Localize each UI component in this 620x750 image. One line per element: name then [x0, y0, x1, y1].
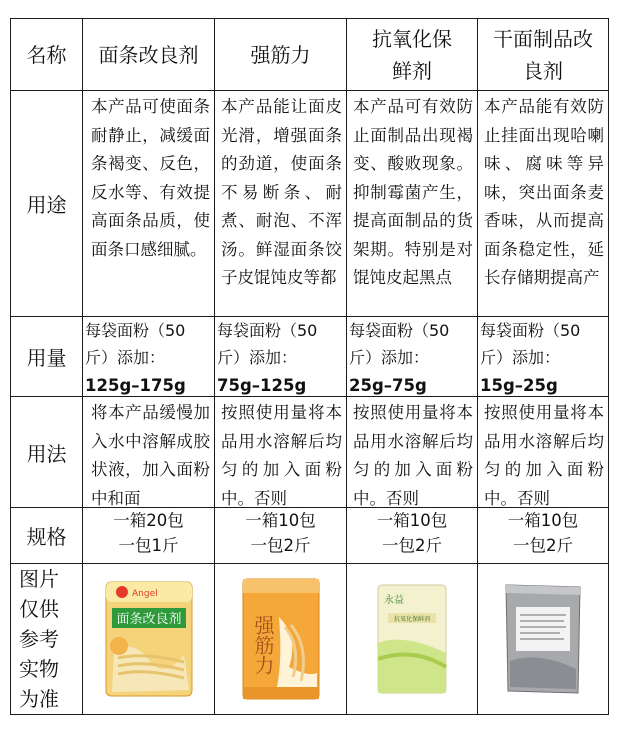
header-name-cell: 名称 [11, 19, 83, 91]
method-cell-2: 按照使用量将本品用水溶解后均匀的加入面粉中。否则 [215, 397, 347, 508]
dosage-amount: 25g–75g [349, 376, 427, 395]
spec-cell-1: 一箱20包 一包1斤 [83, 508, 215, 564]
method-cell-1: 将本产品缓慢加入水中溶解成胶状液，加入面粉中和面 [83, 397, 215, 508]
noodle-improver-package-photo [104, 580, 194, 698]
method-row [11, 397, 609, 508]
dosage-row [11, 317, 609, 397]
photo-cell-3 [347, 564, 478, 715]
use-cell-3: 本产品可有效防止面制品出现褐变、酸败现象。抑制霉菌产生，提高面制品的货架期。特别是对馄饨皮起黑点 [347, 91, 478, 317]
gluten-strengthener-package-photo [239, 577, 323, 701]
dosage-prefix: 每袋面粉（50斤）添加： [480, 321, 581, 367]
dry-noodle-improver-foil-bag-photo [498, 581, 588, 697]
header-product-4: 干面制品改良剂 [478, 19, 609, 91]
use-cell-2: 本产品能让面皮光滑，增强面条的劲道，使面条不易断条、耐煮、耐泡、不浑汤。鲜湿面条饺子皮馄饨皮等都 [215, 91, 347, 317]
method-cell-3: 按照使用量将本品用水溶解后均匀的加入面粉中。否则 [347, 397, 478, 508]
use-row-label: 用途 [11, 91, 83, 317]
use-row [11, 91, 609, 317]
dosage-cell-1 [83, 317, 215, 397]
spec-cell-2: 一箱10包 一包2斤 [215, 508, 347, 564]
use-cell-1: 本产品可使面条耐静止，减缓面条褐变、反色，反水等、有效提高面条品质，使面条口感细腻。 [83, 91, 215, 317]
photo-cell-2 [215, 564, 347, 715]
use-cell-4: 本产品能有效防止挂面出现哈喇味、腐味等异味，突出面条麦香味，从而提高面条稳定性，延长存储期提高产 [478, 91, 609, 317]
antioxidant-preservative-package-photo [374, 583, 450, 695]
dosage-prefix: 每袋面粉（50斤）添加： [217, 321, 318, 367]
header-product-2: 强筋力 [215, 19, 347, 91]
spec-row [11, 508, 609, 564]
header-product-3: 抗氧化保鲜剂 [347, 19, 478, 91]
photo-cell-4 [478, 564, 609, 715]
spec-cell-4: 一箱10包 一包2斤 [478, 508, 609, 564]
dosage-amount: 75g–125g [217, 376, 307, 395]
dosage-prefix: 每袋面粉（50斤）添加： [349, 321, 450, 367]
method-cell-4: 按照使用量将本品用水溶解后均匀的加入面粉中。否则 [478, 397, 609, 508]
header-product-1: 面条改良剂 [83, 19, 215, 91]
dosage-cell-4 [478, 317, 609, 397]
method-row-label: 用法 [11, 397, 83, 508]
dosage-amount: 15g–25g [480, 376, 558, 395]
svg-text:强筋力: 强筋力 [250, 615, 275, 675]
photo-cell-1 [83, 564, 215, 715]
photo-row-label: 图片仅供参考实物为准 [11, 564, 83, 715]
svg-text:抗氧化保鲜剂: 抗氧化保鲜剂 [393, 616, 431, 623]
header-row [11, 19, 609, 91]
svg-text:Angel: Angel [131, 589, 158, 599]
dosage-row-label: 用量 [11, 317, 83, 397]
spec-row-label: 规格 [11, 508, 83, 564]
product-comparison-table [10, 18, 609, 715]
dosage-prefix: 每袋面粉（50斤）添加： [85, 321, 186, 367]
dosage-amount: 125g–175g [85, 376, 186, 395]
photo-row [11, 564, 609, 715]
svg-text:永益: 永益 [384, 595, 404, 606]
spec-cell-3: 一箱10包 一包2斤 [347, 508, 478, 564]
dosage-cell-3 [347, 317, 478, 397]
svg-text:面条改良剂: 面条改良剂 [115, 612, 182, 627]
dosage-cell-2 [215, 317, 347, 397]
